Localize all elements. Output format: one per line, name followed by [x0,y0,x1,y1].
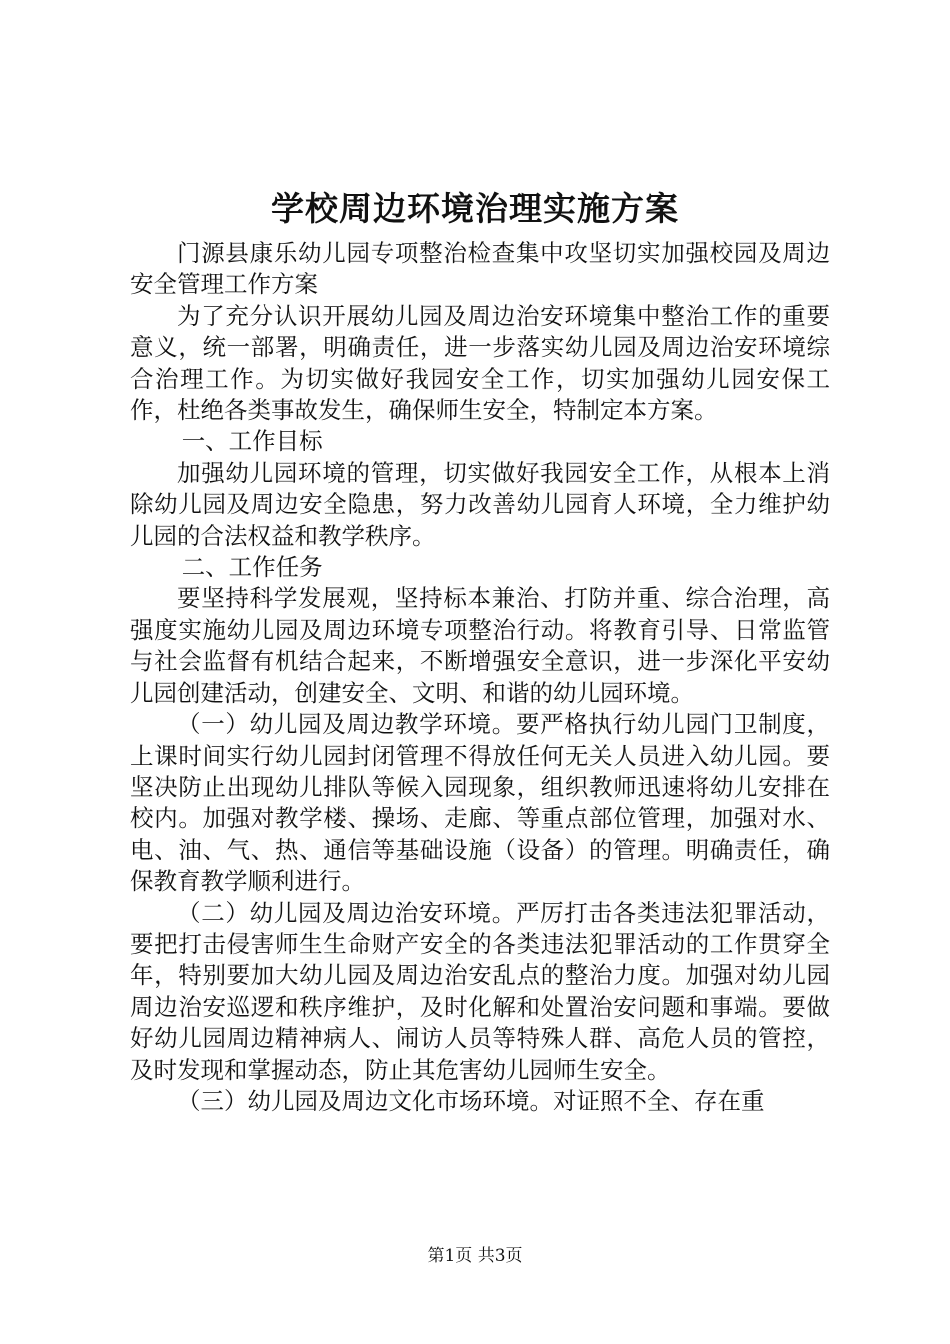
paragraph-subtitle: 门源县康乐幼儿园专项整治检查集中攻坚切实加强校园及周边安全管理工作方案 [130,239,830,299]
document-title: 学校周边环境治理实施方案 [271,189,679,228]
page-footer: 第1页 共3页 [427,1246,523,1266]
paragraph-task-2: （二）幼儿园及周边治安环境。严厉打击各类违法犯罪活动，要把打击侵害师生生命财产安全的各类违法犯罪活动的工作贯穿全年，特别要加大幼儿园及周边治安乱点的整治力度。加强对幼儿园周边治安巡逻和秩序维护，及时化解和处置治安问题和事端。要做好幼儿园周边精神病人、闹访人员等特殊人群、高危人员的管控，及时发现和掌握动态，防止其危害幼儿园师生安全。 [130,898,830,1084]
section-heading-goals: 一、工作目标 [181,427,323,456]
paragraph-intro: 为了充分认识开展幼儿园及周边治安环境集中整治工作的重要意义，统一部署，明确责任，进一步落实幼儿园及周边治安环境综合治理工作。为切实做好我园安全工作，切实加强幼儿园安保工作，杜绝各类事故发生，确保师生安全，特制定本方案。 [130,301,830,425]
paragraph-goals: 加强幼儿园环境的管理，切实做好我园安全工作，从根本上消除幼儿园及周边安全隐患，努力改善幼儿园育人环境，全力维护幼儿园的合法权益和教学秩序。 [130,458,830,550]
paragraph-tasks: 要坚持科学发展观，坚持标本兼治、打防并重、综合治理，高强度实施幼儿园及周边环境专项整治行动。将教育引导、日常监管与社会监督有机结合起来，不断增强安全意识，进一步深化平安幼儿园创建活动，创建安全、文明、和谐的幼儿园环境。 [130,584,830,707]
section-heading-tasks: 二、工作任务 [181,553,323,582]
paragraph-task-3: （三）幼儿园及周边文化市场环境。对证照不全、存在重 [177,1086,765,1115]
paragraph-task-1: （一）幼儿园及周边教学环境。要严格执行幼儿园门卫制度，上课时间实行幼儿园封闭管理不得放任何无关人员进入幼儿园。要坚决防止出现幼儿排队等候入园现象，组织教师迅速将幼儿安排在校内。加强对教学楼、操场、走廊、等重点部位管理，加强对水、电、油、气、热、通信等基础设施（设备）的管理。明确责任，确保教育教学顺利进行。 [130,710,830,896]
document-body [130,238,830,1117]
